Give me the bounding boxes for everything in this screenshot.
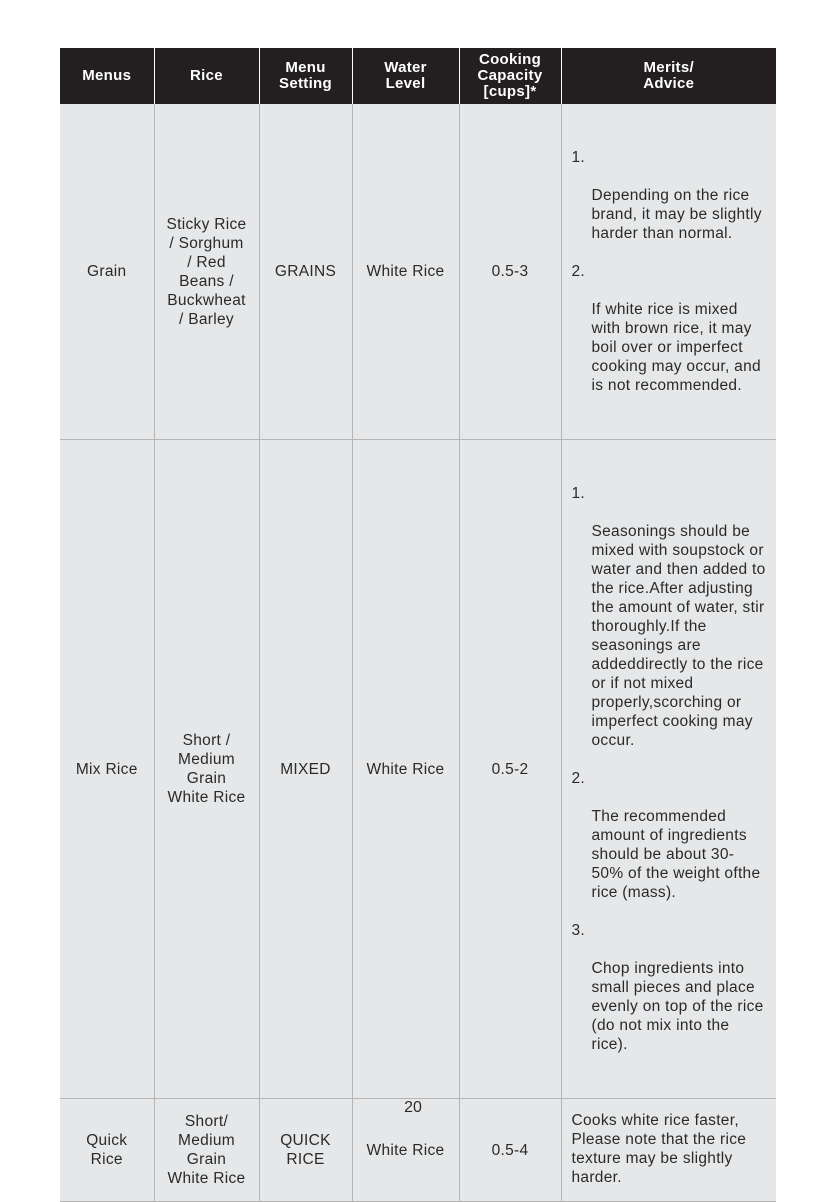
cell-menu: Mix Rice <box>60 440 154 1099</box>
cell-rice: Sticky Rice / Sorghum / Red Beans / Buckwheat / Barley <box>154 104 259 440</box>
advice-text: If white rice is mixed with brown rice, it may boil over or imperfect cooking may occur, and is not recommended. <box>591 301 761 394</box>
advice-number: 1. <box>571 485 586 502</box>
advice-text: The recommended amount of ingredients should be about 30-50% of the weight ofthe rice (mass). <box>591 808 761 901</box>
advice-text: Chop ingredients into small pieces and place evenly on top of the rice (do not mix into the rice). <box>591 960 764 1053</box>
table-row-grain <box>60 104 776 440</box>
header-merits-advice: Merits/ Advice <box>561 48 776 104</box>
advice-number: 1. <box>571 149 586 166</box>
advice-item <box>572 921 767 1054</box>
cell-menu-setting: MIXED <box>259 440 352 1099</box>
cell-cooking-capacity: 0.5-2 <box>459 440 561 1099</box>
advice-item <box>572 484 767 750</box>
header-water-level: Water Level <box>352 48 459 104</box>
advice-item <box>572 262 767 395</box>
header-menus: Menus <box>60 48 154 104</box>
advice-number: 2. <box>571 770 586 787</box>
cell-advice <box>561 104 776 440</box>
cell-water-level: White Rice <box>352 440 459 1099</box>
table-header-row <box>60 48 776 104</box>
cell-water-level: White Rice <box>352 104 459 440</box>
cell-menu: Grain <box>60 104 154 440</box>
advice-number: 2. <box>571 263 586 280</box>
header-rice: Rice <box>154 48 259 104</box>
page-number: 20 <box>404 1099 422 1116</box>
cell-advice <box>561 440 776 1099</box>
table-row-mix-rice <box>60 440 776 1099</box>
cell-menu-setting: QUICK RICE <box>259 1099 352 1202</box>
cell-water-level: White Rice <box>352 1099 459 1202</box>
cell-rice: Short/ Medium Grain White Rice <box>154 1099 259 1202</box>
advice-item <box>572 769 767 902</box>
advice-text: Seasonings should be mixed with soupstock or water and then added to the rice.After adjusting the amount of water, stir thoroughly.If the seasonings are addeddirectly to the rice or if not mixed properly,scorching or imperfect cooking may occur. <box>591 523 766 749</box>
cell-menu-setting: GRAINS <box>259 104 352 440</box>
advice-item <box>572 148 767 243</box>
advice-list <box>572 129 767 414</box>
cell-menu: Quick Rice <box>60 1099 154 1202</box>
cell-rice: Short / Medium Grain White Rice <box>154 440 259 1099</box>
advice-number: 3. <box>571 922 586 939</box>
advice-list <box>572 465 767 1073</box>
cell-advice: Cooks white rice faster, Please note that the rice texture may be slightly harder. <box>561 1099 776 1202</box>
advice-text: Depending on the rice brand, it may be slightly harder than normal. <box>591 187 762 242</box>
header-cooking-capacity: Cooking Capacity [cups]* <box>459 48 561 104</box>
rice-menu-table <box>60 48 776 1202</box>
cell-cooking-capacity: 0.5-3 <box>459 104 561 440</box>
header-menu-setting: Menu Setting <box>259 48 352 104</box>
cell-cooking-capacity: 0.5-4 <box>459 1099 561 1202</box>
